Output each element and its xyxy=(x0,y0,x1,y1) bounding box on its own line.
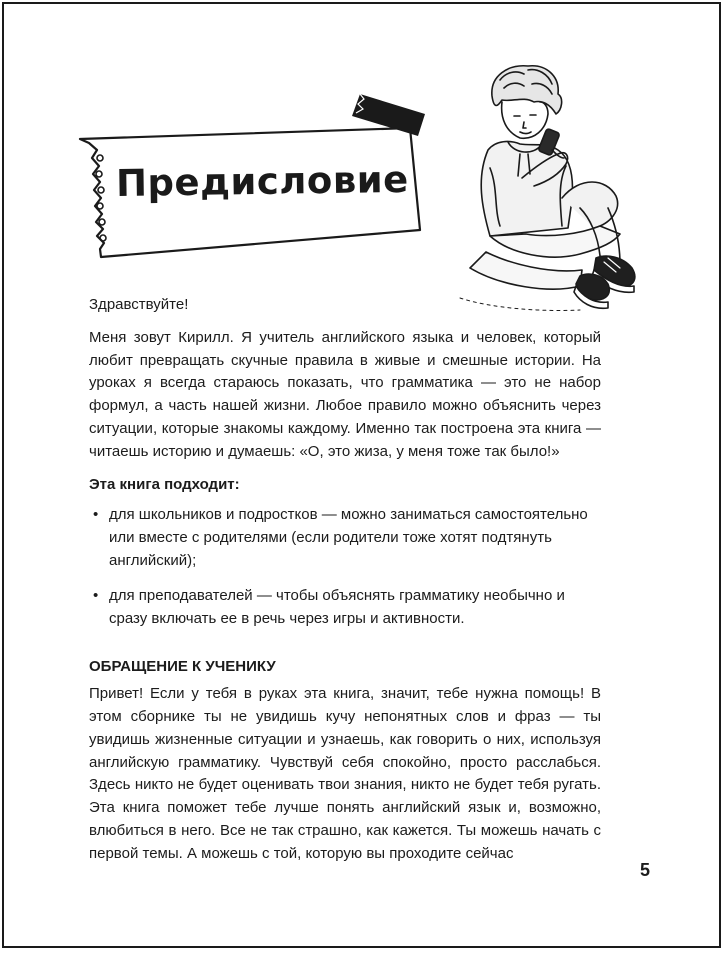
page-title: Предисловие xyxy=(115,157,410,205)
greeting: Здравствуйте! xyxy=(89,296,189,313)
page-number: 5 xyxy=(640,860,651,880)
preface-body xyxy=(89,294,601,866)
bullet-icon: • xyxy=(93,506,99,524)
audience-title: Эта книга подходит: xyxy=(89,475,240,493)
list-item xyxy=(89,504,601,572)
list-item-text: для школьников и подростков — можно заниматься самостоятельно или вместе с родителями (если родители тоже хотят подтянуть английский); xyxy=(109,506,588,569)
boy-with-phone-illustration xyxy=(430,58,645,320)
intro-paragraph: Меня зовут Кирилл. Я учитель английского языка и человек, который любит превращать скучные правила в живые и смешные истории. На уроках я всегда стараюсь показать, что грамматика — это не набор формул, а часть нашей жизни. Любое правило можно объяснить через ситуации, которые знакомы каждому. Именно так построена эта книга — читаешь историю и думаешь: «О, это жиза, у меня тоже так было!» xyxy=(89,328,601,460)
student-address-paragraph: Привет! Если у тебя в руках эта книга, значит, тебе нужна помощь! В этом сборнике ты не увидишь кучу непонятных слов и фраз — ты увидишь жизненные ситуации и узнаешь, как говорить о них, используя английскую грамматику. Чувствуй себя спокойно, просто расслабься. Здесь никто не будет оценивать твои знания, никто не будет тебя ругать. Эта книга поможет тебе лучше понять английский язык и, возможно, влюбиться в него. Все не так страшно, как кажется. Ты можешь начать с первой темы. А можешь с той, которую вы проходите сейчас xyxy=(89,685,601,862)
list-item-text: для преподавателей — чтобы объяснять грамматику необычно и сразу включать ее в речь через игры и активности. xyxy=(109,586,565,627)
student-address-title: ОБРАЩЕНИЕ К УЧЕНИКУ xyxy=(89,658,276,676)
audience-list xyxy=(89,504,601,630)
list-item xyxy=(89,585,601,631)
bullet-icon: • xyxy=(93,586,99,604)
